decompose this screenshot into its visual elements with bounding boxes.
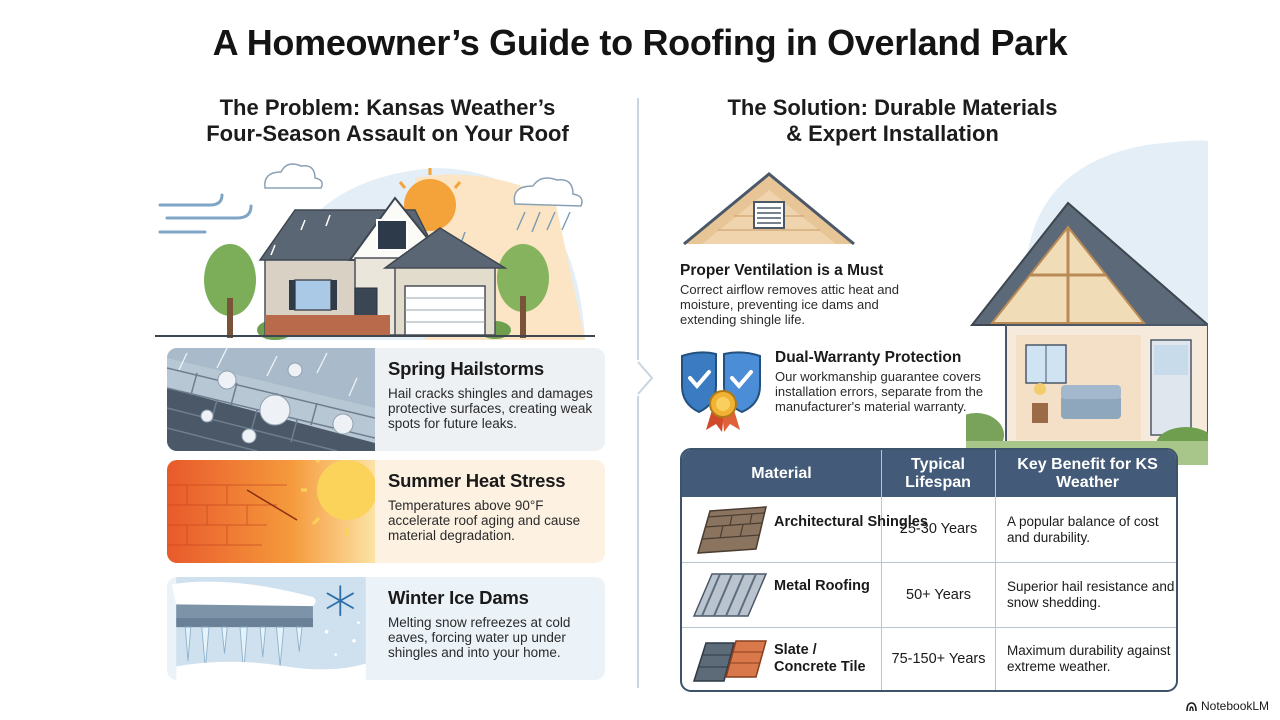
table-row — [682, 497, 1176, 562]
brand-watermark — [1186, 699, 1269, 713]
slate-tile-icon — [690, 635, 768, 685]
card-summer-heat — [167, 460, 605, 563]
feature-title: Proper Ventilation is a Must — [680, 262, 884, 279]
solution-heading-line1: The Solution: Durable Materials — [727, 95, 1058, 120]
card-spring-hailstorms — [167, 348, 605, 451]
card-body: Melting snow refreezes at cold eaves, forcing water up under shingles and into your home. — [388, 615, 571, 660]
house-weather-illustration — [155, 160, 595, 340]
card-body: Temperatures above 90°F accelerate roof aging and cause material degradation. — [388, 498, 581, 543]
card-title: Winter Ice Dams — [388, 587, 529, 608]
column-header-material: Material — [751, 464, 812, 482]
material-name: Metal Roofing — [774, 578, 870, 594]
material-benefit: Maximum durability against extreme weather. — [1007, 643, 1171, 674]
table-row — [682, 563, 1176, 627]
column-header-lifespan: Typical Lifespan — [905, 455, 971, 491]
hailstorm-roof-illustration — [167, 348, 375, 451]
feature-title: Dual-Warranty Protection — [775, 349, 962, 366]
material-name: Architectural Shingles — [774, 514, 928, 530]
card-title: Summer Heat Stress — [388, 470, 566, 491]
table-header — [682, 450, 1176, 497]
table-row — [682, 628, 1176, 692]
problem-heading — [160, 95, 615, 147]
feature-body: Correct airflow removes attic heat and moisture, preventing ice dams and extending shingle life. — [680, 282, 899, 327]
page-title: A Homeowner’s Guide to Roofing in Overland Park — [212, 22, 1068, 63]
icicles-snowflake-illustration — [167, 577, 375, 680]
feature-body: Our workmanship guarantee covers installation errors, separate from the manufacturer's material warranty. — [775, 369, 984, 414]
problem-heading-line2: Four-Season Assault on Your Roof — [206, 121, 569, 146]
material-lifespan: 50+ Years — [906, 587, 971, 603]
card-title: Spring Hailstorms — [388, 358, 544, 379]
notebooklm-logo-icon — [1186, 701, 1197, 712]
material-benefit: Superior hail resistance and snow shedding. — [1007, 579, 1175, 610]
house-cutaway-illustration — [966, 135, 1208, 465]
card-winter-ice-dams — [167, 577, 605, 680]
shield-badge-icon — [678, 348, 768, 432]
material-lifespan: 75-150+ Years — [891, 651, 986, 667]
attic-vent-icon — [678, 168, 860, 248]
solution-heading-line2: & Expert Installation — [786, 121, 999, 146]
materials-table — [680, 448, 1178, 692]
shingles-icon — [690, 505, 768, 555]
problem-heading-line1: The Problem: Kansas Weather’s — [219, 95, 556, 120]
chevron-right-icon — [636, 360, 656, 396]
metal-roof-icon — [690, 570, 768, 620]
brand-label: NotebookLM — [1201, 699, 1270, 713]
material-benefit: A popular balance of cost and durability. — [1007, 514, 1159, 545]
material-name: Slate / Concrete Tile — [774, 642, 866, 675]
card-body: Hail cracks shingles and damages protective surfaces, creating weak spots for future leaks. — [388, 386, 593, 431]
column-header-benefit: Key Benefit for KS Weather — [1017, 455, 1158, 491]
sun-heat-roof-illustration — [167, 460, 375, 563]
material-lifespan: 25-30 Years — [899, 521, 978, 537]
